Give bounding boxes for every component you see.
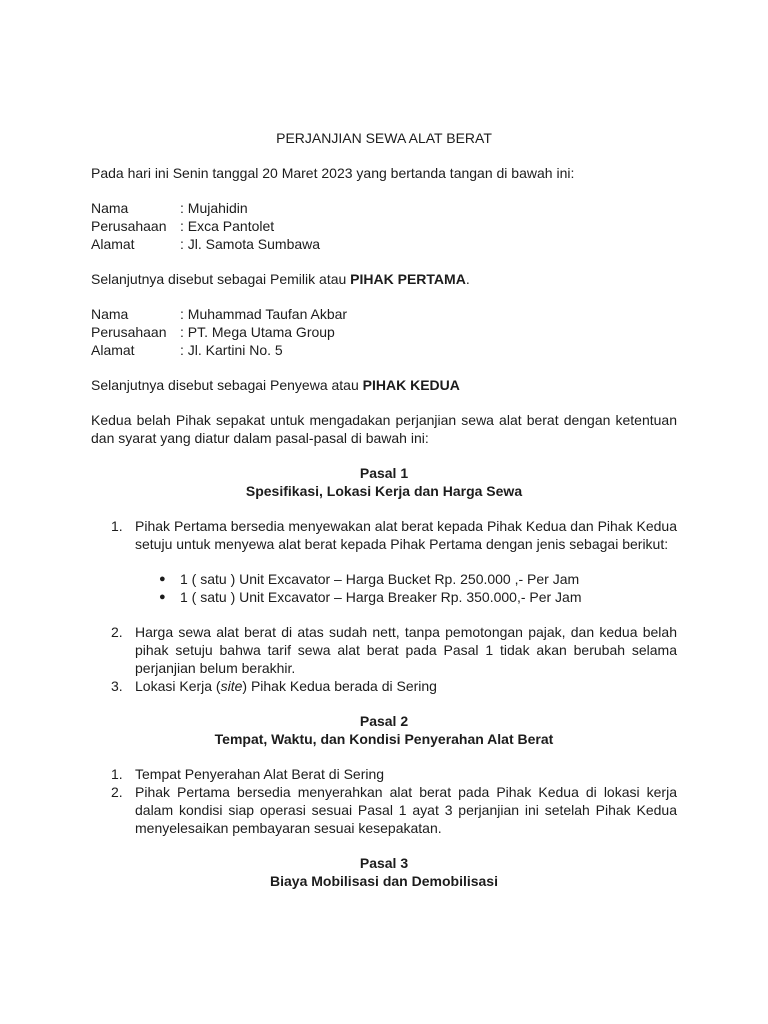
field-label: Alamat — [91, 342, 135, 358]
party-row — [91, 235, 677, 253]
field-label: Nama — [91, 200, 129, 216]
list-item — [91, 765, 677, 783]
bullet-text: 1 ( satu ) Unit Excavator – Harga Bucket Rp. 250.000 ,- Per Jam — [180, 571, 580, 587]
pihak-pertama-details — [91, 199, 677, 253]
list-item — [91, 783, 677, 837]
pasal-1-list-continued — [91, 623, 677, 695]
party-row — [91, 305, 677, 323]
bullet-icon: ● — [159, 591, 166, 603]
party-row — [91, 199, 677, 217]
field-value: : Exca Pantolet — [180, 218, 275, 234]
field-label: Alamat — [91, 236, 135, 252]
item-number: 2. — [111, 784, 123, 800]
pasal-1-heading: Spesifikasi, Lokasi Kerja dan Harga Sewa — [245, 483, 523, 499]
field-value: : Mujahidin — [180, 200, 248, 216]
item-text: Tempat Penyerahan Alat Berat di Sering — [135, 766, 385, 782]
intro-paragraph: Pada hari ini Senin tanggal 20 Maret 2023 yang bertanda tangan di bawah ini: — [91, 165, 575, 181]
italic-term: site — [220, 678, 243, 694]
pasal-1-number: Pasal 1 — [359, 465, 409, 481]
party-row — [91, 323, 677, 341]
field-label: Nama — [91, 306, 129, 322]
statement-end: . — [465, 271, 470, 287]
list-item — [91, 623, 677, 677]
pasal-3-heading: Biaya Mobilisasi dan Demobilisasi — [270, 873, 498, 889]
field-value: : Jl. Kartini No. 5 — [180, 342, 283, 358]
party-designation: PIHAK KEDUA — [362, 377, 460, 393]
party-row — [91, 217, 677, 235]
equipment-bullet-list — [91, 570, 677, 606]
field-label: Perusahaan — [91, 324, 167, 340]
field-value: : Muhammad Taufan Akbar — [180, 306, 348, 322]
field-value: : Jl. Samota Sumbawa — [180, 236, 321, 252]
pasal-3-number: Pasal 3 — [359, 855, 409, 871]
pasal-2-list — [91, 765, 677, 837]
statement-text: Selanjutnya disebut sebagai Penyewa atau — [91, 377, 363, 393]
bullet-icon: ● — [159, 573, 166, 585]
item-text-start: Lokasi Kerja ( — [135, 678, 221, 694]
field-label: Perusahaan — [91, 218, 167, 234]
item-text: Harga sewa alat berat di atas sudah nett, tanpa pemotongan pajak, dan kedua belah pihak setuju bahwa tarif sewa alat berat pada Pasal 1 tidak akan berubah selama perjanjian belum berakhir. — [135, 624, 677, 676]
item-number: 1. — [111, 518, 123, 534]
pasal-2-heading: Tempat, Waktu, dan Kondisi Penyerahan Alat Berat — [214, 731, 554, 747]
item-number: 3. — [111, 678, 123, 694]
document-page — [91, 118, 677, 890]
pihak-kedua-statement — [91, 376, 677, 394]
item-text: Pihak Pertama bersedia menyewakan alat berat kepada Pihak Kedua dan Pihak Kedua setuju untuk menyewa alat berat kepada Pihak Pertama dengan jenis sebagai berikut: — [135, 518, 677, 552]
party-designation: PIHAK PERTAMA — [350, 271, 466, 287]
item-text-end: ) Pihak Kedua berada di Sering — [242, 678, 437, 694]
list-item — [91, 677, 677, 695]
bullet-item — [91, 588, 677, 606]
document-title: PERJANJIAN SEWA ALAT BERAT — [276, 130, 492, 146]
item-number: 1. — [111, 766, 123, 782]
statement-text: Selanjutnya disebut sebagai Pemilik atau — [91, 271, 351, 287]
pasal-1-list — [91, 517, 677, 553]
bullet-text: 1 ( satu ) Unit Excavator – Harga Breaker Rp. 350.000,- Per Jam — [180, 589, 582, 605]
bullet-item — [91, 570, 677, 588]
field-value: : PT. Mega Utama Group — [180, 324, 335, 340]
pasal-2-number: Pasal 2 — [359, 713, 409, 729]
item-text: Pihak Pertama bersedia menyerahkan alat berat pada Pihak Kedua di lokasi kerja dalam kondisi siap operasi sesuai Pasal 1 ayat 3 perjanjian ini setelah Pihak Kedua menyelesaikan pembayaran sesuai kesepakatan. — [135, 784, 677, 836]
item-number: 2. — [111, 624, 123, 640]
agreement-paragraph: Kedua belah Pihak sepakat untuk mengadakan perjanjian sewa alat berat dengan ketentuan dan syarat yang diatur dalam pasal-pasal di bawah ini: — [91, 412, 677, 446]
pihak-pertama-statement — [91, 270, 677, 288]
party-row — [91, 341, 677, 359]
list-item — [91, 517, 677, 553]
item-text — [135, 677, 677, 695]
pihak-kedua-details — [91, 305, 677, 359]
